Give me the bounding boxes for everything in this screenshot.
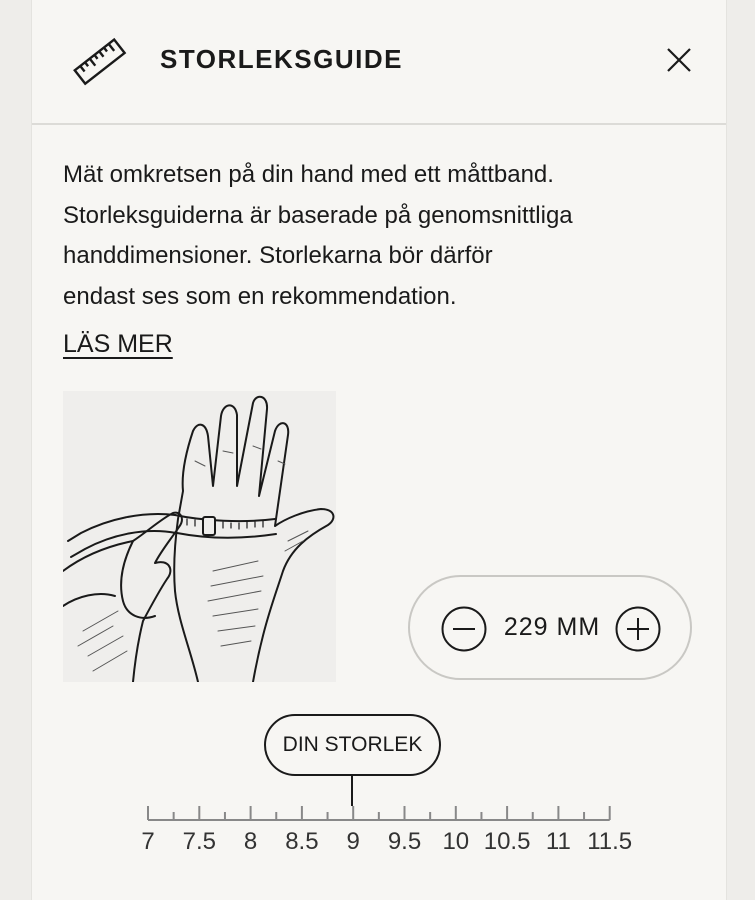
size-scale-label[interactable]: 8: [243, 828, 258, 855]
size-scale-label[interactable]: 9: [346, 828, 360, 855]
measurement-value: 229 MM: [503, 613, 601, 641]
your-size-indicator: DIN STORLEK: [264, 714, 441, 776]
description-line: Storleksguiderna är baserade på genomsnittliga: [63, 201, 573, 229]
size-scale-labels: [32, 828, 726, 858]
plus-circle-icon[interactable]: [615, 606, 661, 652]
ruler-icon: [72, 34, 128, 90]
description-line: endast ses som en rekommendation.: [63, 282, 457, 310]
read-more-link[interactable]: LÄS MER: [63, 330, 173, 358]
size-scale-label[interactable]: 7: [141, 828, 155, 855]
size-scale-label[interactable]: 10.5: [483, 828, 531, 855]
size-guide-header: [32, 0, 726, 125]
size-scale-label[interactable]: 9.5: [387, 828, 422, 855]
size-scale-label[interactable]: 7.5: [182, 828, 216, 855]
size-scale-label[interactable]: 11: [545, 828, 571, 855]
size-guide-description: [63, 155, 663, 317]
description-line: handdimensioner. Storlekarna bör därför: [63, 242, 493, 269]
close-icon[interactable]: [662, 43, 696, 77]
page-title: STORLEKSGUIDE: [160, 44, 403, 74]
size-scale-label[interactable]: 11.5: [587, 828, 633, 855]
size-scale-label[interactable]: 10: [442, 828, 470, 855]
hand-measuring-illustration: [63, 391, 336, 682]
size-scale-label[interactable]: 8.5: [285, 828, 319, 855]
size-stepper: [408, 575, 692, 680]
minus-circle-icon[interactable]: [441, 606, 487, 652]
description-line: Mät omkretsen på din hand med ett måttband.: [63, 161, 554, 188]
size-guide-panel: [31, 0, 727, 900]
